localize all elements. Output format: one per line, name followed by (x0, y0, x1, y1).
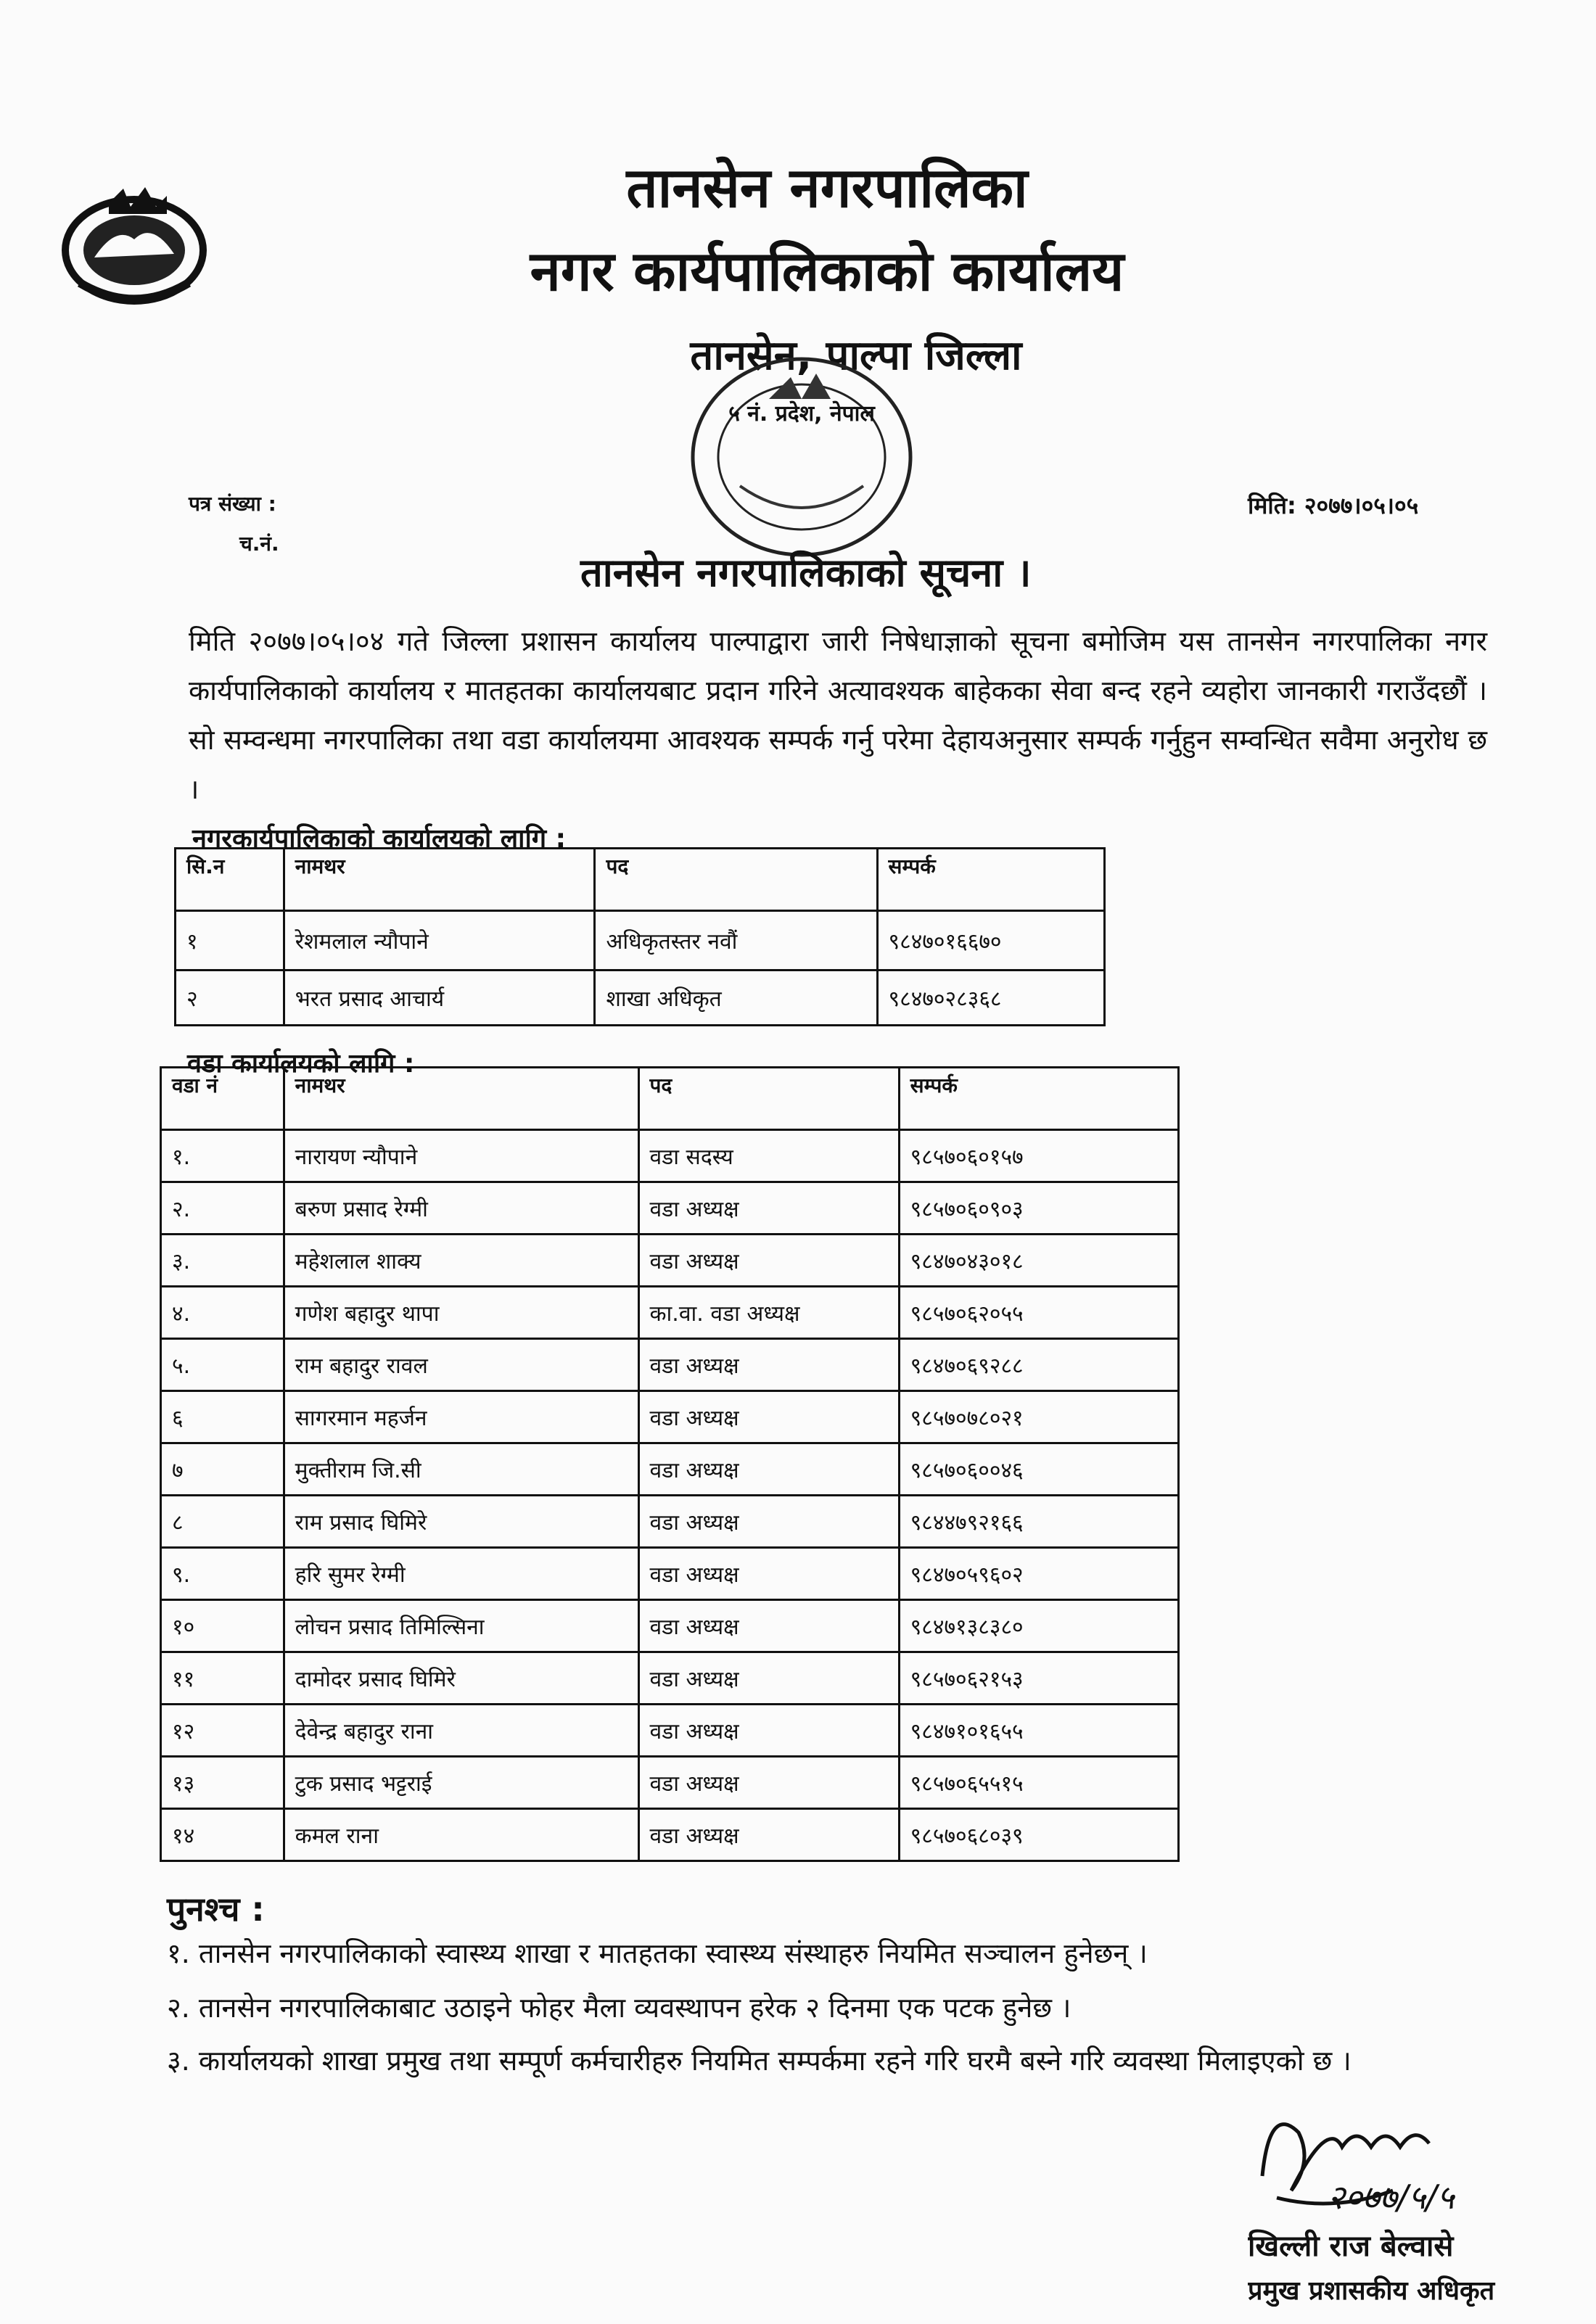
table-row (161, 1496, 1179, 1548)
position-cell: वडा अध्यक्ष (638, 1235, 899, 1287)
contact-cell: ९८४४७९२१६६ (899, 1496, 1178, 1548)
ward-number-cell: ४. (161, 1287, 284, 1339)
position-cell: वडा अध्यक्ष (638, 1548, 899, 1600)
ward-number-cell: १२ (161, 1705, 284, 1757)
table-header-row (176, 849, 1105, 911)
postscript-item: १. तानसेन नगरपालिकाको स्वास्थ्य शाखा र मातहतका स्वास्थ्य संस्थाहरु नियमित सञ्चालन हुनेछन् । (167, 1937, 1148, 1969)
name-cell: मुक्तीराम जि.सी (284, 1443, 638, 1496)
position-cell: का.वा. वडा अध्यक्ष (638, 1287, 899, 1339)
serial-cell: १ (176, 911, 284, 971)
contact-cell: ९८४७०२८३६८ (877, 971, 1104, 1026)
dispatch-number-label: च.नं. (239, 532, 279, 556)
stamp-text: ५ नं. प्रदेश, नेपाल (728, 401, 875, 427)
name-cell: गणेश बहादुर थापा (284, 1287, 638, 1339)
column-header: वडा नं (161, 1068, 284, 1130)
contact-cell: ९८५७०६८०३९ (899, 1809, 1178, 1861)
column-header: नामथर (284, 849, 595, 911)
signature-block (1248, 2089, 1552, 2307)
table-row (176, 971, 1105, 1026)
table-row (161, 1548, 1179, 1600)
position-cell: वडा अध्यक्ष (638, 1600, 899, 1652)
position-cell: अधिकृतस्तर नवौं (595, 911, 877, 971)
ward-number-cell: ९. (161, 1548, 284, 1600)
name-cell: राम बहादुर रावल (284, 1339, 638, 1391)
office-stamp-icon (682, 348, 921, 566)
table-header-row (161, 1068, 1179, 1130)
name-cell: सागरमान महर्जन (284, 1391, 638, 1443)
contact-cell: ९८४७१०१६५५ (899, 1705, 1178, 1757)
table-row (161, 1705, 1179, 1757)
column-header: नामथर (284, 1068, 638, 1130)
contact-cell: ९८५७०६०९०३ (899, 1182, 1178, 1235)
table-row (161, 1600, 1179, 1652)
position-cell: वडा अध्यक्ष (638, 1757, 899, 1809)
contact-cell: ९८५७०६५५१५ (899, 1757, 1178, 1809)
letter-date: मिति: २०७७।०५।०५ (1248, 492, 1419, 519)
column-header: पद (638, 1068, 899, 1130)
ward-contacts-table (160, 1066, 1180, 1862)
name-cell: बरुण प्रसाद रेग्मी (284, 1182, 638, 1235)
name-cell: रेशमलाल न्यौपाने (284, 911, 595, 971)
office-contacts-table (174, 847, 1106, 1026)
ward-number-cell: १४ (161, 1809, 284, 1861)
office-title: नगर कार्यपालिकाको कार्यालय (530, 239, 1124, 303)
column-header: पद (595, 849, 877, 911)
ward-number-cell: १. (161, 1130, 284, 1182)
ward-number-cell: १३ (161, 1757, 284, 1809)
postscript-heading: पुनश्च : (167, 1890, 265, 1929)
contact-cell: ९८५७०६००४६ (899, 1443, 1178, 1496)
ward-number-cell: २. (161, 1182, 284, 1235)
position-cell: वडा अध्यक्ष (638, 1652, 899, 1705)
contact-cell: ९८४७०५९६०२ (899, 1548, 1178, 1600)
position-cell: वडा अध्यक्ष (638, 1443, 899, 1496)
ward-number-cell: ८ (161, 1496, 284, 1548)
position-cell: वडा अध्यक्ष (638, 1705, 899, 1757)
table-row (161, 1339, 1179, 1391)
table-row (161, 1130, 1179, 1182)
municipality-title: तानसेन नगरपालिका (626, 155, 1028, 220)
signatory-designation: प्रमुख प्रशासकीय अधिकृत (1248, 2276, 1495, 2306)
position-cell: वडा अध्यक्ष (638, 1496, 899, 1548)
position-cell: वडा अध्यक्ष (638, 1809, 899, 1861)
ward-contacts-heading: वडा कार्यालयको लागि : (187, 1049, 415, 1079)
name-cell: देवेन्द्र बहादुर राना (284, 1705, 638, 1757)
name-cell: कमल राना (284, 1809, 638, 1861)
ward-number-cell: ६ (161, 1391, 284, 1443)
notice-body: मिति २०७७।०५।०४ गते जिल्ला प्रशासन कार्यालय पाल्पाद्वारा जारी निषेधाज्ञाको सूचना बमोजिम यस तानसेन नगरपालिका नगर कार्यपालिकाको कार्यालय र मातहतका कार्यालयबाट प्रदान गरिने अत्यावश्यक बाहेकका सेवा बन्द रहने व्यहोरा जानकारी गराउँदछौं । सो सम्वन्धमा नगरपालिका तथा वडा कार्यालयमा आवश्यक सम्पर्क गर्नु परेमा देहायअनुसार सम्पर्क गर्नुहुन सम्वन्धित सवैमा अनुरोध छ । (189, 625, 1487, 805)
letter-number-label: पत्र संख्या : (189, 492, 276, 516)
column-header: सम्पर्क (877, 849, 1104, 911)
ward-number-cell: ५. (161, 1339, 284, 1391)
name-cell: राम प्रसाद घिमिरे (284, 1496, 638, 1548)
contact-cell: ९८४७०६९२८८ (899, 1339, 1178, 1391)
ward-number-cell: ११ (161, 1652, 284, 1705)
postscript-item: ३. कार्यालयको शाखा प्रमुख तथा सम्पूर्ण कर्मचारीहरु नियमित सम्पर्कमा रहने गरि घरमै बस्ने गरि व्यवस्था मिलाइएको छ । (167, 2045, 1352, 2077)
table-row (161, 1182, 1179, 1235)
table-row (161, 1443, 1179, 1496)
name-cell: भरत प्रसाद आचार्य (284, 971, 595, 1026)
table-row (161, 1287, 1179, 1339)
office-contacts-heading: नगरकार्यपालिकाको कार्यालयको लागि : (192, 824, 567, 854)
position-cell: वडा अध्यक्ष (638, 1391, 899, 1443)
name-cell: टुक प्रसाद भट्टराई (284, 1757, 638, 1809)
contact-cell: ९८५७०६०१५७ (899, 1130, 1178, 1182)
table-row (161, 1391, 1179, 1443)
name-cell: महेशलाल शाक्य (284, 1235, 638, 1287)
table-row (176, 911, 1105, 971)
contact-cell: ९८४७१३८३८० (899, 1600, 1178, 1652)
notice-heading: तानसेन नगरपालिकाको सूचना । (580, 550, 1032, 596)
contact-cell: ९८५७०७८०२१ (899, 1391, 1178, 1443)
name-cell: नारायण न्यौपाने (284, 1130, 638, 1182)
ward-number-cell: १० (161, 1600, 284, 1652)
position-cell: वडा अध्यक्ष (638, 1339, 899, 1391)
serial-cell: २ (176, 971, 284, 1026)
name-cell: लोचन प्रसाद तिमिल्सिना (284, 1600, 638, 1652)
column-header: सि.न (176, 849, 284, 911)
position-cell: शाखा अधिकृत (595, 971, 877, 1026)
name-cell: हरि सुमर रेग्मी (284, 1548, 638, 1600)
column-header: सम्पर्क (899, 1068, 1178, 1130)
contact-cell: ९८५७०६२१५३ (899, 1652, 1178, 1705)
table-row (161, 1652, 1179, 1705)
table-row (161, 1809, 1179, 1861)
position-cell: वडा अध्यक्ष (638, 1182, 899, 1235)
table-row (161, 1235, 1179, 1287)
position-cell: वडा सदस्य (638, 1130, 899, 1182)
ward-number-cell: ७ (161, 1443, 284, 1496)
district-title: तानसेन, पाल्पा जिल्ला (690, 332, 1022, 379)
name-cell: दामोदर प्रसाद घिमिरे (284, 1652, 638, 1705)
signatory-name: खिल्ली राज बेल्वासे (1248, 2230, 1454, 2263)
contact-cell: ९८४७०१६६७० (877, 911, 1104, 971)
signature-date: २०७७/५/५ (1328, 2177, 1455, 2217)
ward-number-cell: ३. (161, 1235, 284, 1287)
postscript-item: २. तानसेन नगरपालिकाबाट उठाइने फोहर मैला व्यवस्थापन हरेक २ दिनमा एक पटक हुनेछ । (167, 1992, 1071, 2024)
contact-cell: ९८४७०४३०१८ (899, 1235, 1178, 1287)
table-row (161, 1757, 1179, 1809)
contact-cell: ९८५७०६२०५५ (899, 1287, 1178, 1339)
